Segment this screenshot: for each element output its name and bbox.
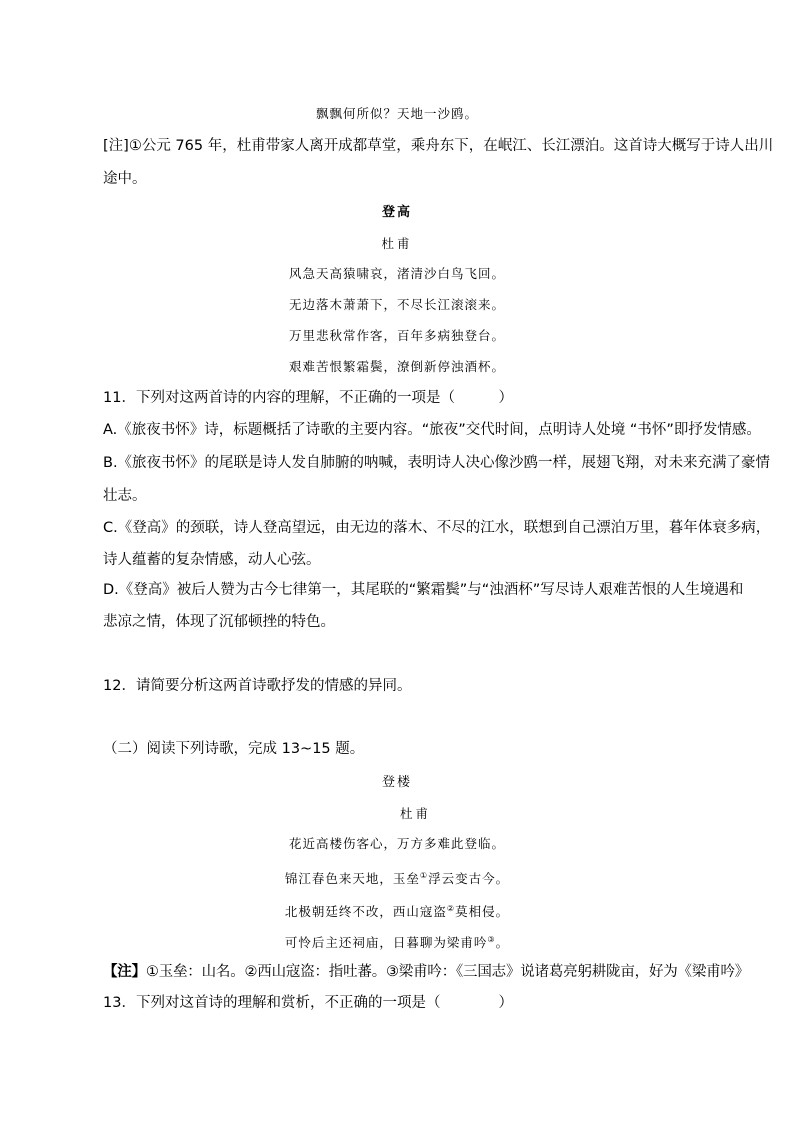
- option-d-line2: 悲凉之情，体现了沉郁顿挫的特色。: [103, 614, 335, 630]
- footnote-marker-3: ③: [487, 935, 496, 944]
- note3: [103, 962, 749, 982]
- question-13-stem: 13．下列对这首诗的理解和赏析，不正确的一项是（ ）: [103, 995, 513, 1011]
- poem3-line-3-part1: 北极朝廷终不改，西山寇盗: [284, 904, 447, 920]
- option-a: A.《旅夜书怀》诗，标题概括了诗歌的主要内容。“旅夜”交代时间，点明诗人处境 “书怀”即抒发情感。: [103, 422, 761, 438]
- option-b-line2: 壮志。: [103, 488, 147, 504]
- poem2-line-4: 艰难苦恨繁霜鬓，潦倒新停浊酒杯。: [288, 359, 505, 374]
- poem3-line-4-part1: 可怜后主还祠庙，日暮聊为梁甫吟: [284, 935, 488, 951]
- note1-line2: 途中。: [103, 171, 147, 187]
- option-d-line1: D.《登高》被后人赞为古今七律第一，其尾联的“繁霜鬓”与“浊酒杯”写尽诗人艰难苦恨的人生境遇和: [103, 582, 744, 598]
- poem3-line-1: 花近高楼伤客心，万方多难此登临。: [288, 836, 505, 851]
- option-c-line2: 诗人蕴蓄的复杂情感，动人心弦。: [103, 552, 321, 568]
- poem3-line-3: [0, 899, 794, 922]
- note3-text: ①玉垒：山名。②西山寇盗：指吐蕃。③梁甫吟：《三国志》说诸葛亮躬耕陇亩，好为《梁甫吟》: [145, 964, 750, 980]
- question-12: 12．请简要分析这两首诗歌抒发的情感的异同。: [103, 678, 412, 694]
- section-2-heading: （二）阅读下列诗歌，完成 13~15 题。: [103, 741, 365, 757]
- poem3-line-3-part2: 莫相侵。: [455, 904, 510, 920]
- poem3-line-4-part2: 。: [495, 935, 510, 951]
- poem3-line-4: [0, 930, 794, 953]
- poem2-author: 杜甫: [381, 236, 413, 251]
- footnote-marker-1: ①: [419, 871, 429, 880]
- option-c-line1: C.《登高》的颈联，诗人登高望远，由无边的落木、不尽的江水，联想到自己漂泊万里，暮年体衰多病，: [103, 520, 771, 536]
- note1-line1: [注]①公元 765 年，杜甫带家人离开成都草堂，乘舟东下，在岷江、长江漂泊。这首诗大概写于诗人出川: [103, 138, 774, 154]
- poem2-line-3: 万里悲秋常作客，百年多病独登台。: [288, 328, 505, 343]
- poem2-line-1: 风急天高猿啸哀，渚清沙白鸟飞回。: [288, 266, 505, 281]
- poem2-line-2: 无边落木萧萧下，不尽长江滚滚来。: [288, 297, 505, 312]
- note3-label: 【注】: [103, 964, 146, 980]
- poem3-line-2-part2: 浮云变古今。: [428, 871, 510, 887]
- poem3-line-2: [0, 866, 794, 889]
- poem3-line-2-part1: 锦江春色来天地，玉垒: [284, 871, 420, 887]
- footnote-marker-2: ②: [446, 904, 456, 913]
- poem2-title: 登高: [381, 205, 412, 220]
- poem3-author: 杜甫: [400, 806, 432, 821]
- poem3-title: 登楼: [381, 775, 412, 790]
- question-11-stem: 11．下列对这两首诗的内容的理解，不正确的一项是（ ）: [103, 390, 513, 406]
- poem1-last-line: 飘飘何所似？天地一沙鸥。: [315, 106, 478, 121]
- option-b-line1: B.《旅夜书怀》的尾联是诗人发自肺腑的呐喊，表明诗人决心像沙鸥一样，展翅飞翔，对未来充满了豪情: [103, 455, 771, 471]
